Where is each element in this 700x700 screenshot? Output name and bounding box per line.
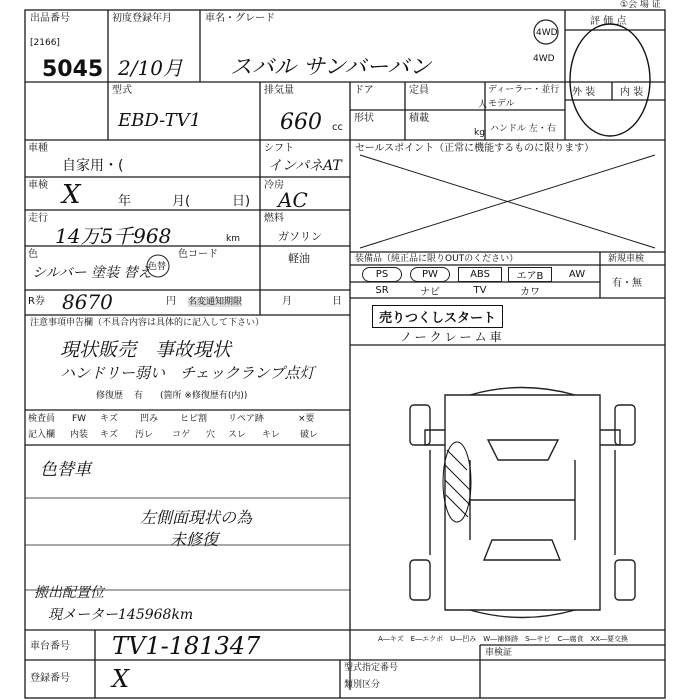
insp-int-tear: 破レ (300, 430, 319, 440)
notes-line2: ハンドリー弱い チェックランプ点灯 (60, 364, 315, 382)
mileage-value: 14万5千968 (55, 224, 172, 248)
equipment-yes-no: 有・無 (612, 278, 642, 289)
insp-int-cut: キレ (262, 430, 280, 440)
use-label: 車種 (28, 143, 48, 154)
repair-label: 修復歴 (96, 391, 124, 401)
eval-exterior: 外 装 (572, 87, 596, 98)
car-diagram (410, 388, 635, 618)
inspection-year-unit: 年 (118, 194, 132, 209)
color-value: シルバー 塗装 替え (32, 265, 152, 281)
chassis-value: TV1-181347 (112, 632, 261, 660)
ac-label: 冷房 (264, 180, 284, 191)
fuel-diesel: 軽油 (288, 252, 310, 265)
model-grade-label: 車名・グレード (205, 13, 275, 24)
chassis-label: 車台番号 (30, 641, 70, 652)
type-value: EBD-TV1 (118, 110, 202, 131)
shift-label: シフト (264, 143, 294, 154)
insp-crack: ヒビ割 (180, 414, 208, 424)
sales-stamp: 売りつくしスタート (372, 305, 503, 328)
loading-label: 積載 (409, 113, 429, 124)
equip-leather: カワ (520, 286, 540, 298)
sales-point-label: セールスポイント（正常に機能するものに限ります） (355, 143, 595, 154)
displacement-value: 660 (280, 110, 322, 135)
day-unit: 日 (332, 296, 342, 307)
fuel-gasoline: ガソリン (278, 230, 322, 243)
fuel-label: 燃料 (264, 213, 284, 224)
use-value: 自家用・( (62, 158, 124, 174)
equip-sr: SR (375, 284, 389, 296)
cert-label: 車検証 (485, 648, 513, 658)
capacity-unit: 人 (478, 100, 488, 110)
equipment-label: 装備品（純正品に限りOUTのください） (355, 254, 519, 264)
handle-label: ハンドル 左・右 (490, 124, 556, 134)
capacity-label: 定員 (409, 85, 429, 96)
shape-label: 形状 (354, 113, 374, 124)
repair-note: (箇所 ※修復歴有(内)) (160, 391, 248, 401)
color-code-label: 色コード (178, 249, 218, 260)
registration-label: 登録番号 (30, 673, 70, 684)
mileage-unit: km (226, 234, 240, 244)
dealer-label: ディーラー・並行 (488, 85, 560, 95)
first-reg-label: 初度登録年月 (112, 13, 172, 24)
equip-airbag: エアB (508, 267, 552, 282)
insp-int-wear: スレ (228, 430, 247, 440)
inspection-value: X (62, 180, 81, 210)
drive-type: 4WD (533, 54, 555, 64)
inspection-day-unit: 日) (232, 194, 251, 209)
handwritten-line5: 現メーター145968km (48, 607, 194, 623)
displacement-label: 排気量 (264, 85, 294, 96)
color-badge: 色替 (148, 262, 167, 272)
inspection-label: 車検 (28, 180, 48, 191)
type-spec-label: 型式指定番号 (344, 663, 399, 673)
recycle-value: 8670 (62, 290, 113, 314)
damage-legend: A―キズ E―エクボ U―凹み W―補修跡 S―サビ C―腐食 XX―要交換 (378, 635, 629, 643)
registration-value: X (112, 665, 130, 693)
notes-line1: 現状販売 事故現状 (60, 339, 232, 361)
insp-int-scratch: キズ (100, 430, 118, 440)
insp-fw: FW (72, 414, 87, 424)
equip-abs: ABS (458, 267, 502, 282)
insp-dent: 凹み (140, 414, 159, 424)
venue-badge: ①会 場 证 (620, 0, 661, 10)
handwritten-line4: 搬出配置位 (34, 585, 104, 601)
insp-int-dirt: 汚レ (135, 430, 154, 440)
insp-int-burn: コゲ (172, 430, 191, 440)
inspection-month-unit: 月( (172, 194, 191, 209)
class-label: 類別区分 (344, 680, 381, 690)
equip-tv: TV (473, 284, 487, 296)
insp-int-hole: 穴 (206, 430, 216, 440)
insp-repair-trace: リペア跡 (228, 414, 264, 424)
no-claim-stamp: ノークレーム車 (400, 330, 505, 344)
month-unit: 月 (282, 296, 292, 307)
lot-number: 5045 (42, 57, 104, 82)
inspector-label: 検査員 (28, 414, 56, 424)
shift-value: インパネAT (268, 158, 342, 174)
drive-badge: 4WD (536, 28, 558, 38)
handwritten-line2: 左側面現状の為 (140, 508, 253, 527)
insp-interior: 内装 (70, 430, 89, 440)
eval-interior: 内 装 (620, 87, 644, 98)
displacement-unit: cc (332, 122, 343, 133)
model-label: モデル (488, 99, 515, 109)
loading-unit: kg (474, 128, 485, 138)
eval-label: 評 価 点 (590, 16, 627, 27)
equipment-opt-label: 新規車検 (608, 254, 645, 264)
model-value: スバル サンバーバン (230, 55, 432, 80)
equip-ps: PS (362, 267, 402, 282)
lot-label: 出品番号 (30, 13, 70, 24)
recycle-unit: 円 (166, 296, 176, 307)
ac-value: AC (278, 188, 308, 212)
color-label: 色 (28, 249, 38, 260)
handwritten-line3: 未修復 (170, 530, 219, 549)
notes-label: 注意事項申告欄（不具合内容は具体的に記入して下さい） (30, 318, 265, 328)
repair-value: 有 (134, 391, 144, 401)
lot-sub-number: [2166] (30, 38, 60, 48)
equip-pw: PW (410, 267, 450, 282)
first-reg-value: 2/10月 (118, 56, 183, 80)
mileage-label: 走行 (28, 213, 48, 224)
doors-label: ドア (354, 85, 374, 96)
type-label: 型式 (112, 85, 132, 96)
insp-scratch: キズ (100, 414, 118, 424)
recycle-label: R券 (28, 296, 45, 307)
notice-label: 名変通知期限 (188, 297, 243, 307)
equip-navi: ナビ (420, 286, 440, 298)
insp-replace: ×要 (298, 414, 315, 424)
equip-aw: AW (568, 269, 586, 280)
entry-label: 記入欄 (28, 430, 56, 440)
handwritten-line1: 色替車 (40, 460, 91, 480)
